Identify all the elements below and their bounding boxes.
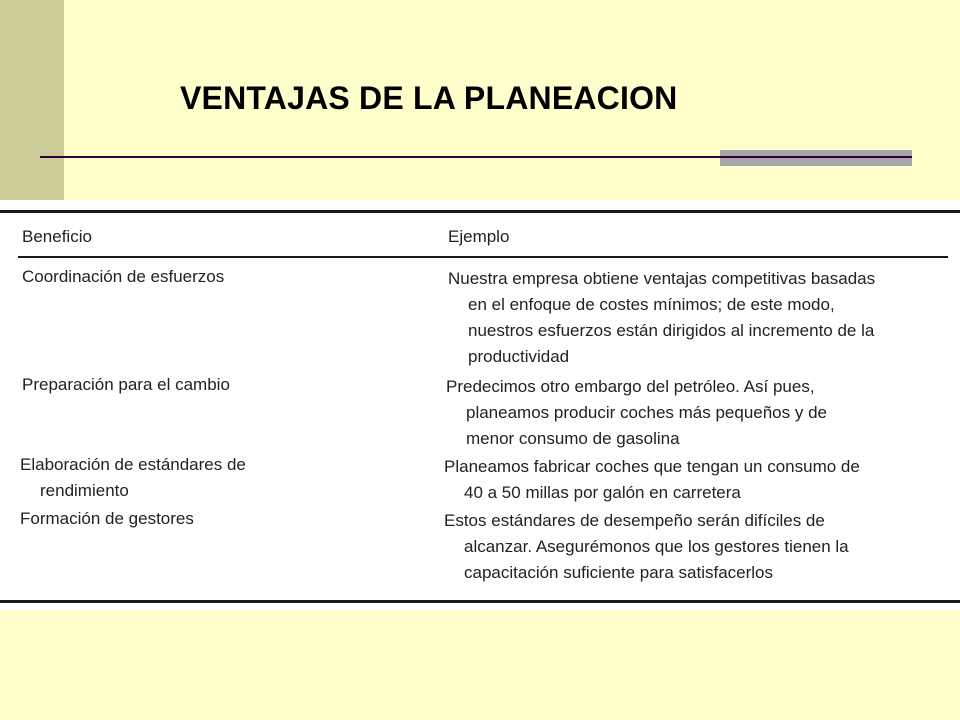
- row-1-ejemplo-line-4: productividad: [468, 347, 570, 366]
- row-4-beneficio: Formación de gestores: [20, 509, 194, 528]
- table-top-rule: [0, 210, 960, 213]
- slide-title: VENTAJAS DE LA PLANEACION: [180, 80, 678, 116]
- row-1-ejemplo-line-3: nuestros esfuerzos están dirigidos al incremento de la: [468, 321, 875, 340]
- row-1-ejemplo-line-1: Nuestra empresa obtiene ventajas competitivas basadas: [448, 269, 876, 288]
- header-beneficio: Beneficio: [22, 227, 92, 246]
- row-2-ejemplo-line-1: Predecimos otro embargo del petróleo. Así pues,: [446, 377, 815, 396]
- benefits-table: [0, 200, 960, 610]
- row-2-beneficio: Preparación para el cambio: [22, 375, 230, 394]
- row-3-ejemplo-line-1: Planeamos fabricar coches que tengan un consumo de: [444, 457, 860, 476]
- header-ejemplo: Ejemplo: [448, 227, 510, 246]
- row-3-ejemplo-line-2: 40 a 50 millas por galón en carretera: [464, 483, 741, 502]
- row-1-ejemplo-line-2: en el enfoque de costes mínimos; de este modo,: [468, 295, 835, 314]
- row-4-ejemplo-line-2: alcanzar. Asegurémonos que los gestores tienen la: [464, 537, 849, 556]
- row-4-ejemplo-line-3: capacitación suficiente para satisfacerlos: [464, 563, 773, 582]
- side-decor-bar: [0, 0, 64, 200]
- row-2-ejemplo-line-3: menor consumo de gasolina: [466, 429, 680, 448]
- row-3-beneficio-line-2: rendimiento: [40, 481, 129, 500]
- row-2-ejemplo-line-2: planeamos producir coches más pequeños y de: [466, 403, 827, 422]
- row-4-ejemplo-line-1: Estos estándares de desempeño serán difíciles de: [444, 511, 825, 530]
- title-accent-block: [720, 150, 912, 166]
- table-header-rule: [18, 256, 948, 258]
- table-bottom-rule: [0, 600, 960, 603]
- row-1-beneficio: Coordinación de esfuerzos: [22, 267, 225, 286]
- row-3-beneficio-line-1: Elaboración de estándares de: [20, 455, 246, 474]
- title-accent-line: [720, 156, 912, 158]
